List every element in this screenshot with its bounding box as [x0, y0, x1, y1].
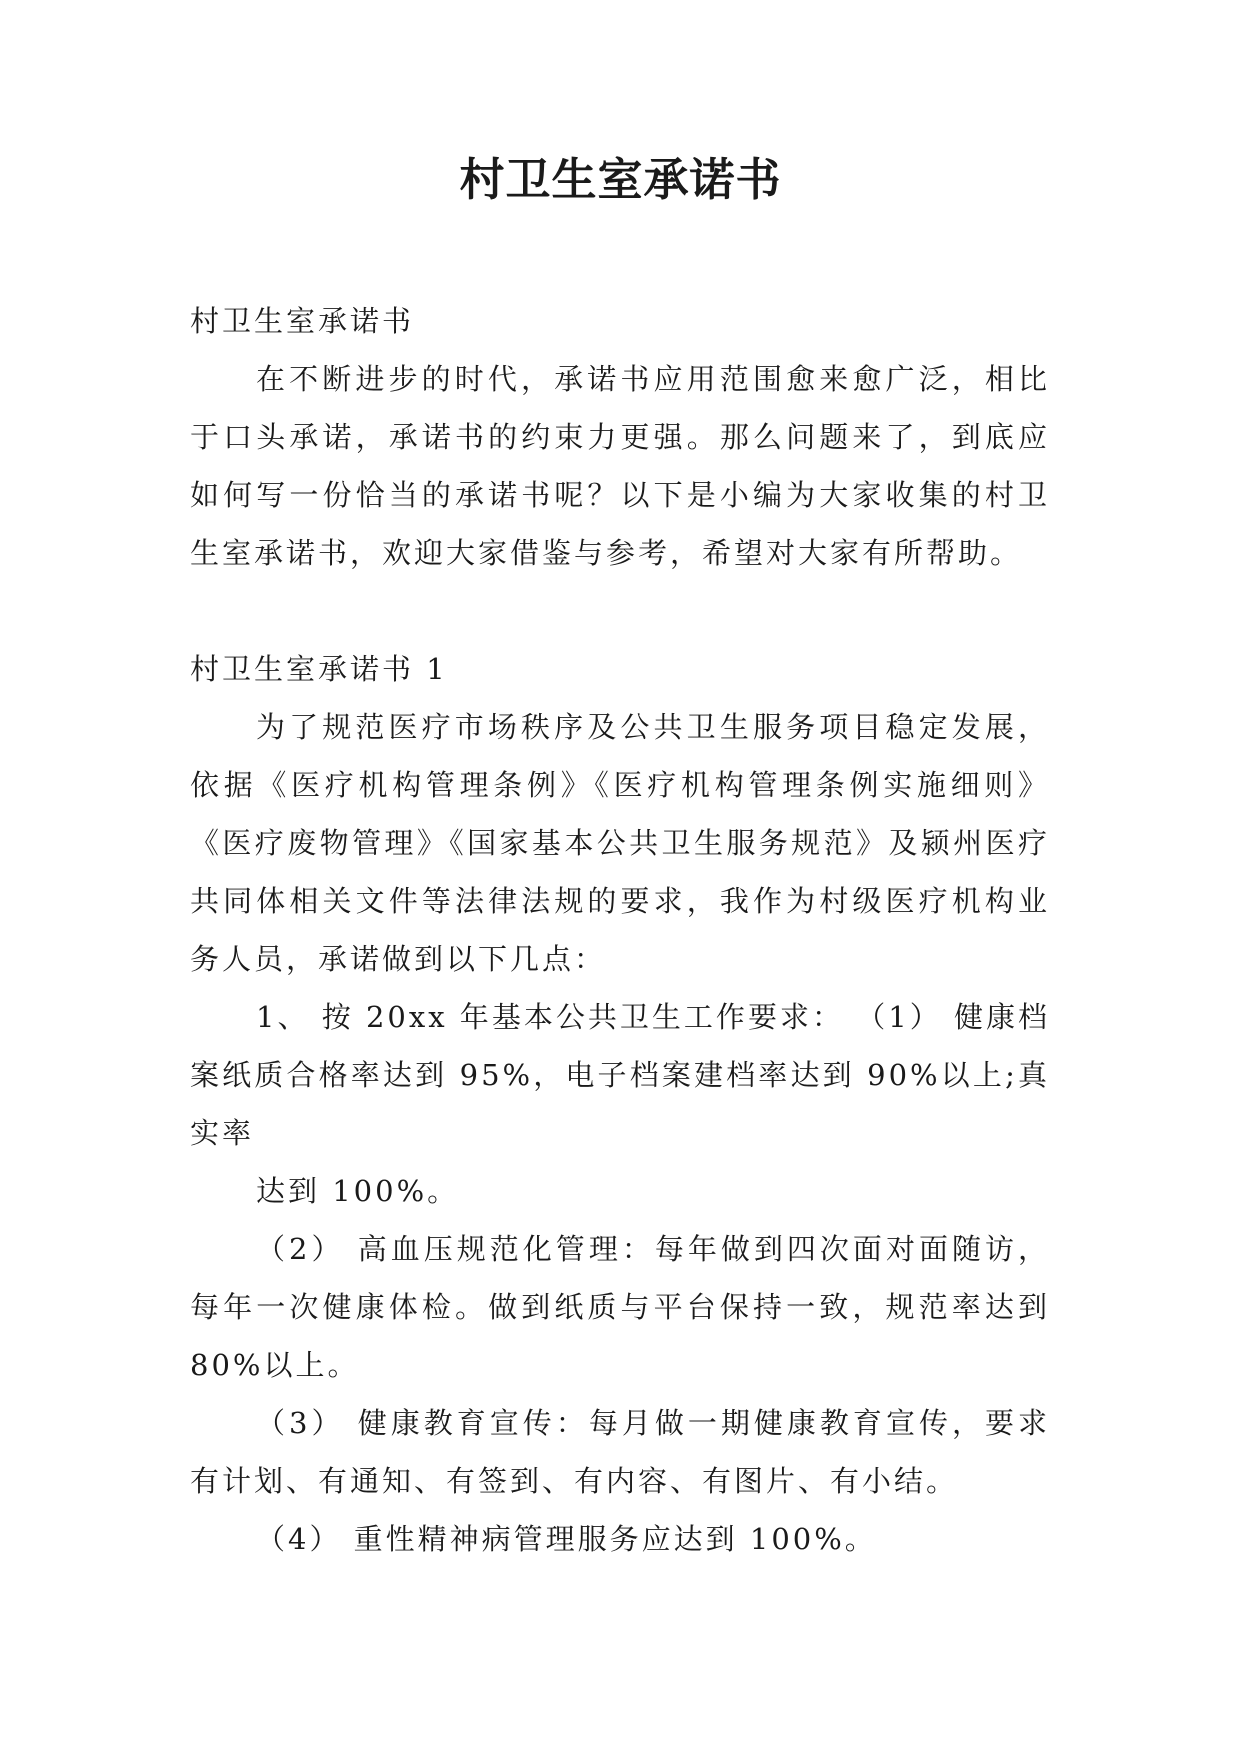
intro-paragraph: 在不断进步的时代，承诺书应用范围愈来愈广泛，相比于口头承诺，承诺书的约束力更强。那么问题来了，到底应如何写一份恰当的承诺书呢？以下是小编为大家收集的村卫生室承诺书，欢迎大家借鉴与参考，希望对大家有所帮助。 — [190, 362, 1050, 570]
document-subtitle: 村卫生室承诺书 — [190, 304, 415, 338]
item-1: 1、 按 20xx 年基本公共卫生工作要求： （1） 健康档案纸质合格率达到 95%，电子档案建档率达到 90%以上;真实率 — [190, 1000, 1050, 1150]
section-heading: 村卫生室承诺书 1 — [190, 652, 448, 686]
document-title: 村卫生室承诺书 — [459, 153, 782, 206]
item-4: （4） 重性精神病管理服务应达到 100%。 — [256, 1522, 877, 1556]
item-1-continuation: 达到 100%。 — [256, 1174, 460, 1208]
item-3: （3） 健康教育宣传：每月做一期健康教育宣传，要求有计划、有通知、有签到、有内容、有图片、有小结。 — [190, 1406, 1050, 1498]
item-2: （2） 高血压规范化管理：每年做到四次面对面随访，每年一次健康体检。做到纸质与平台保持一致，规范率达到 80%以上。 — [190, 1232, 1050, 1382]
section-body-paragraph: 为了规范医疗市场秩序及公共卫生服务项目稳定发展，依据《医疗机构管理条例》《医疗机构管理条例实施细则》《医疗废物管理》《国家基本公共卫生服务规范》及颍州医疗共同体相关文件等法律法规的要求，我作为村级医疗机构业务人员，承诺做到以下几点： — [190, 710, 1050, 976]
